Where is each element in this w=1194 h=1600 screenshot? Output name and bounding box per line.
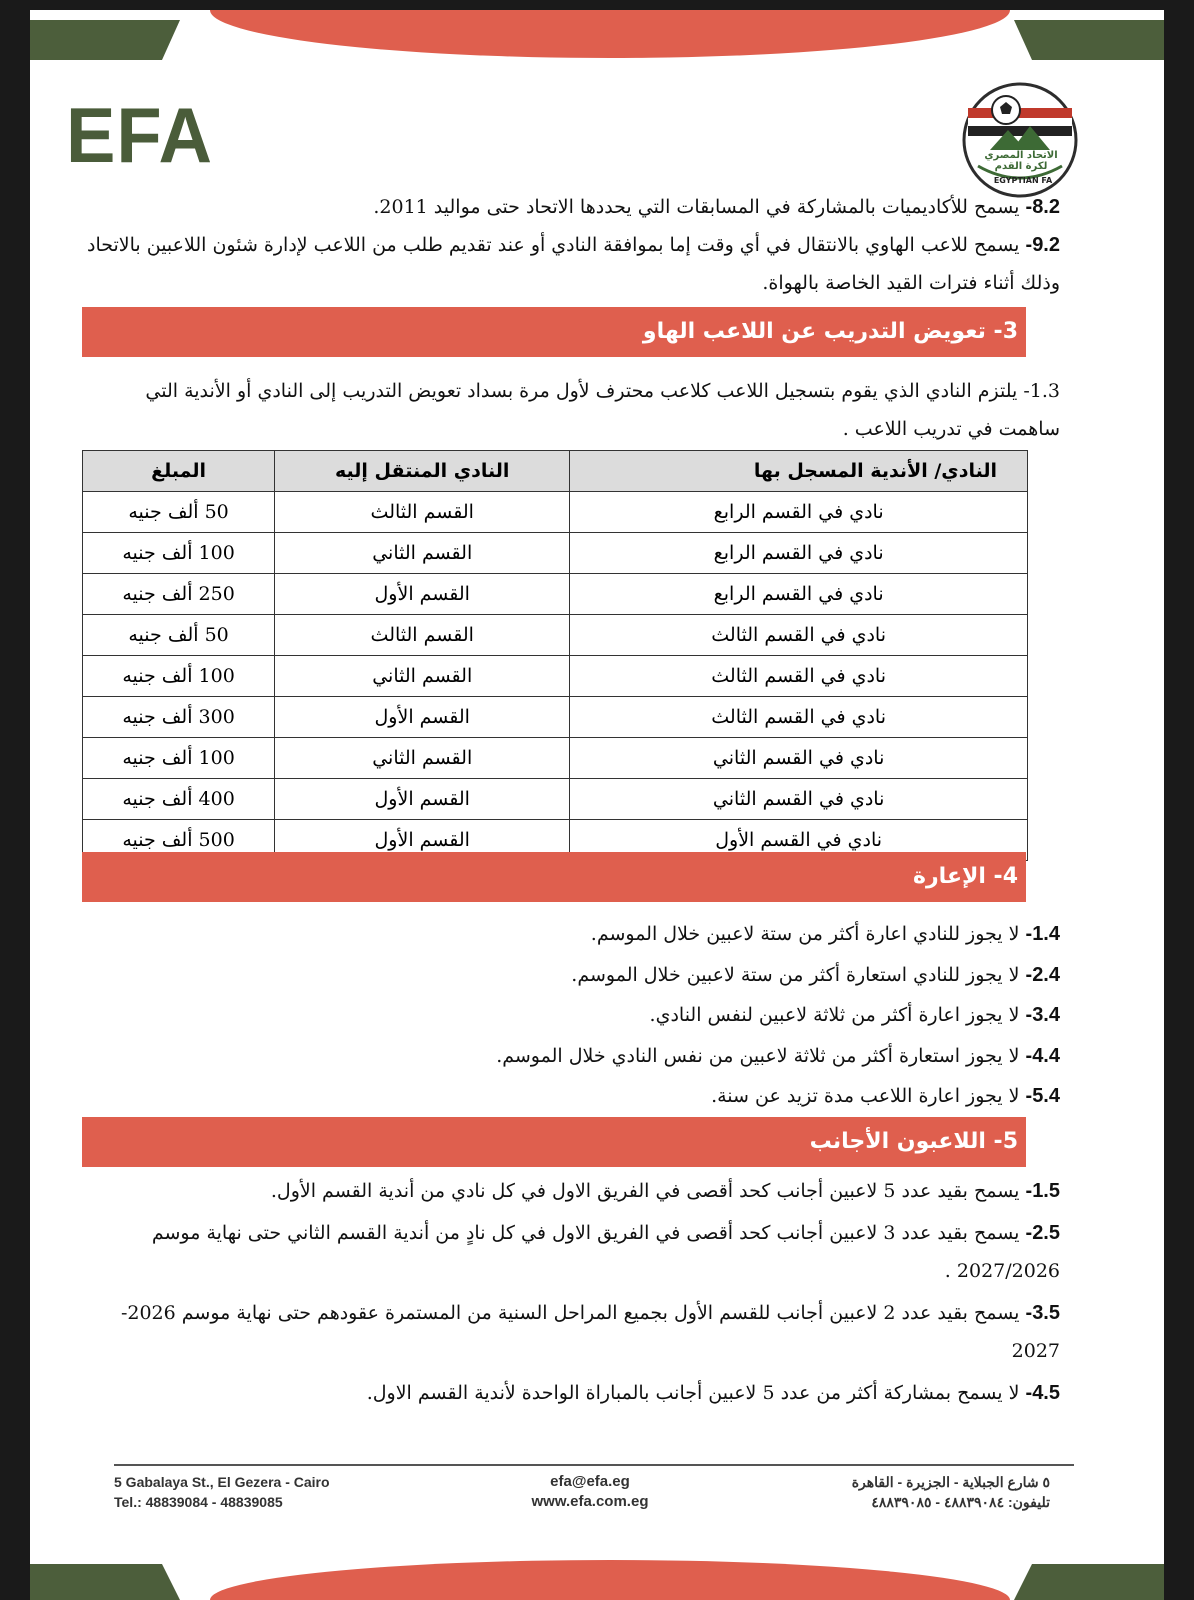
email-link[interactable]: efa@efa.eg: [550, 1473, 630, 1490]
section-3-header: 3- تعويض التدريب عن اللاعب الهاو: [82, 307, 1026, 357]
table-header-row: [83, 451, 1028, 492]
footer-address-en: [114, 1472, 330, 1512]
table-cell: نادي في القسم الثالث: [570, 697, 1028, 738]
table-row: [83, 697, 1028, 738]
table-row: [83, 738, 1028, 779]
list-item: 1.4- لا يجوز للنادي اعارة أكثر من ستة لاعبين خلال الموسم.: [590, 923, 1060, 945]
table-cell: القسم الثالث: [275, 615, 570, 656]
table-cell: 100 ألف جنيه: [83, 656, 275, 697]
table-cell: نادي في القسم الثاني: [570, 779, 1028, 820]
bottom-red-band: [210, 1560, 1010, 1600]
address-en: 5 Gabalaya St., El Gezera - Cairo: [114, 1474, 330, 1490]
footer-address-ar: [750, 1472, 1050, 1512]
table-cell: نادي في القسم الأول: [570, 820, 1028, 861]
table-cell: 50 ألف جنيه: [83, 492, 275, 533]
top-red-band: [210, 10, 1010, 58]
table-row: [83, 492, 1028, 533]
table-cell: نادي في القسم الثالث: [570, 656, 1028, 697]
table-cell: 300 ألف جنيه: [83, 697, 275, 738]
tel-en: Tel.: 48839084 - 48839085: [114, 1494, 283, 1510]
column-header: النادي المنتقل إليه: [275, 451, 570, 492]
table-row: [83, 656, 1028, 697]
table-cell: نادي في القسم الرابع: [570, 492, 1028, 533]
table-cell: نادي في القسم الثالث: [570, 615, 1028, 656]
table-cell: 500 ألف جنيه: [83, 820, 275, 861]
table-cell: نادي في القسم الرابع: [570, 574, 1028, 615]
section-4-items: [80, 914, 1060, 1117]
list-item: 8.2- يسمح للأكاديميات بالمشاركة في المسابقات التي يحددها الاتحاد حتى مواليد 2011.: [373, 196, 1060, 218]
section-4-header: 4- الإعارة: [82, 852, 1026, 902]
table-cell: القسم الثالث: [275, 492, 570, 533]
list-item: 3.4- لا يجوز اعارة أكثر من ثلاثة لاعبين لنفس النادي.: [649, 1004, 1060, 1026]
list-item: 4.5- لا يسمح بمشاركة أكثر من عدد 5 لاعبين أجانب بالمباراة الواحدة لأندية القسم الاول.: [366, 1382, 1060, 1404]
top-right-band: [1014, 20, 1164, 60]
training-compensation-table: [82, 450, 1028, 861]
table-cell: القسم الثاني: [275, 656, 570, 697]
table-cell: القسم الأول: [275, 820, 570, 861]
footer-contact: [500, 1472, 680, 1512]
table-cell: 50 ألف جنيه: [83, 615, 275, 656]
table-cell: نادي في القسم الرابع: [570, 533, 1028, 574]
efa-brand: EFA: [66, 91, 213, 179]
bottom-right-band: [1014, 1564, 1164, 1600]
table-cell: القسم الأول: [275, 697, 570, 738]
address-ar: ٥ شارع الجبلاية - الجزيرة - القاهرة: [851, 1474, 1050, 1490]
tel-ar: تليفون: ٤٨٨٣٩٠٨٤ - ٤٨٨٣٩٠٨٥: [871, 1494, 1050, 1510]
top-left-band: [30, 20, 180, 60]
table-cell: 100 ألف جنيه: [83, 533, 275, 574]
section-5-header: 5- اللاعبون الأجانب: [82, 1117, 1026, 1167]
table-cell: 250 ألف جنيه: [83, 574, 275, 615]
table-row: [83, 779, 1028, 820]
section-5-items: [80, 1172, 1060, 1412]
table-cell: 400 ألف جنيه: [83, 779, 275, 820]
table-cell: القسم الثاني: [275, 738, 570, 779]
table-cell: 100 ألف جنيه: [83, 738, 275, 779]
list-item: 5.4- لا يجوز اعارة اللاعب مدة تزيد عن سنة.: [711, 1085, 1060, 1107]
document-page: [30, 10, 1164, 1600]
table-row: [83, 615, 1028, 656]
list-item: 9.2- يسمح للاعب الهاوي بالانتقال في أي وقت إما بموافقة النادي أو عند تقديم طلب من اللاعب لإدارة شئون اللاعبين بالاتحاد وذلك أثناء فترات القيد الخاصة بالهواة.: [86, 234, 1060, 294]
section-3-paragraph: 1.3- يلتزم النادي الذي يقوم بتسجيل اللاعب كلاعب محترف لأول مرة بسداد تعويض التدريب إلى النادي أو الأندية التي ساهمت في تدريب اللاعب .: [145, 380, 1060, 440]
table-row: [83, 533, 1028, 574]
list-item: 4.4- لا يجوز استعارة أكثر من ثلاثة لاعبين من نفس النادي خلال الموسم.: [496, 1044, 1060, 1067]
intro-items: [80, 188, 1060, 302]
table-cell: القسم الأول: [275, 779, 570, 820]
list-item: 1.5- يسمح بقيد عدد 5 لاعبين أجانب كحد أقصى في الفريق الاول في كل نادي من أندية القسم الأول.: [270, 1180, 1060, 1202]
logo-text-ar: الاتحاد المصري لكرة القدم: [984, 150, 1058, 172]
list-item: 3.5- يسمح بقيد عدد 2 لاعبين أجانب للقسم الأول بجميع المراحل السنية من المستمرة عقودهم حتى نهاية موسم 2026-2027: [120, 1302, 1060, 1362]
table-row: [83, 574, 1028, 615]
table-cell: نادي في القسم الثاني: [570, 738, 1028, 779]
bottom-left-band: [30, 1564, 180, 1600]
list-item: 2.5- يسمح بقيد عدد 3 لاعبين أجانب كحد أقصى في الفريق الاول في كل نادٍ من أندية القسم الثاني حتى نهاية موسم 2027/2026 .: [151, 1222, 1060, 1282]
column-header: المبلغ: [83, 451, 275, 492]
logo-text-en: EGYPTIAN FA: [993, 176, 1053, 185]
table-cell: القسم الثاني: [275, 533, 570, 574]
table-cell: القسم الأول: [275, 574, 570, 615]
list-item: 2.4- لا يجوز للنادي استعارة أكثر من ستة لاعبين خلال الموسم.: [571, 963, 1060, 986]
website-link[interactable]: www.efa.com.eg: [531, 1493, 649, 1510]
footer-divider: [114, 1464, 1074, 1466]
column-header: النادي/ الأندية المسجل بها: [570, 451, 1028, 492]
